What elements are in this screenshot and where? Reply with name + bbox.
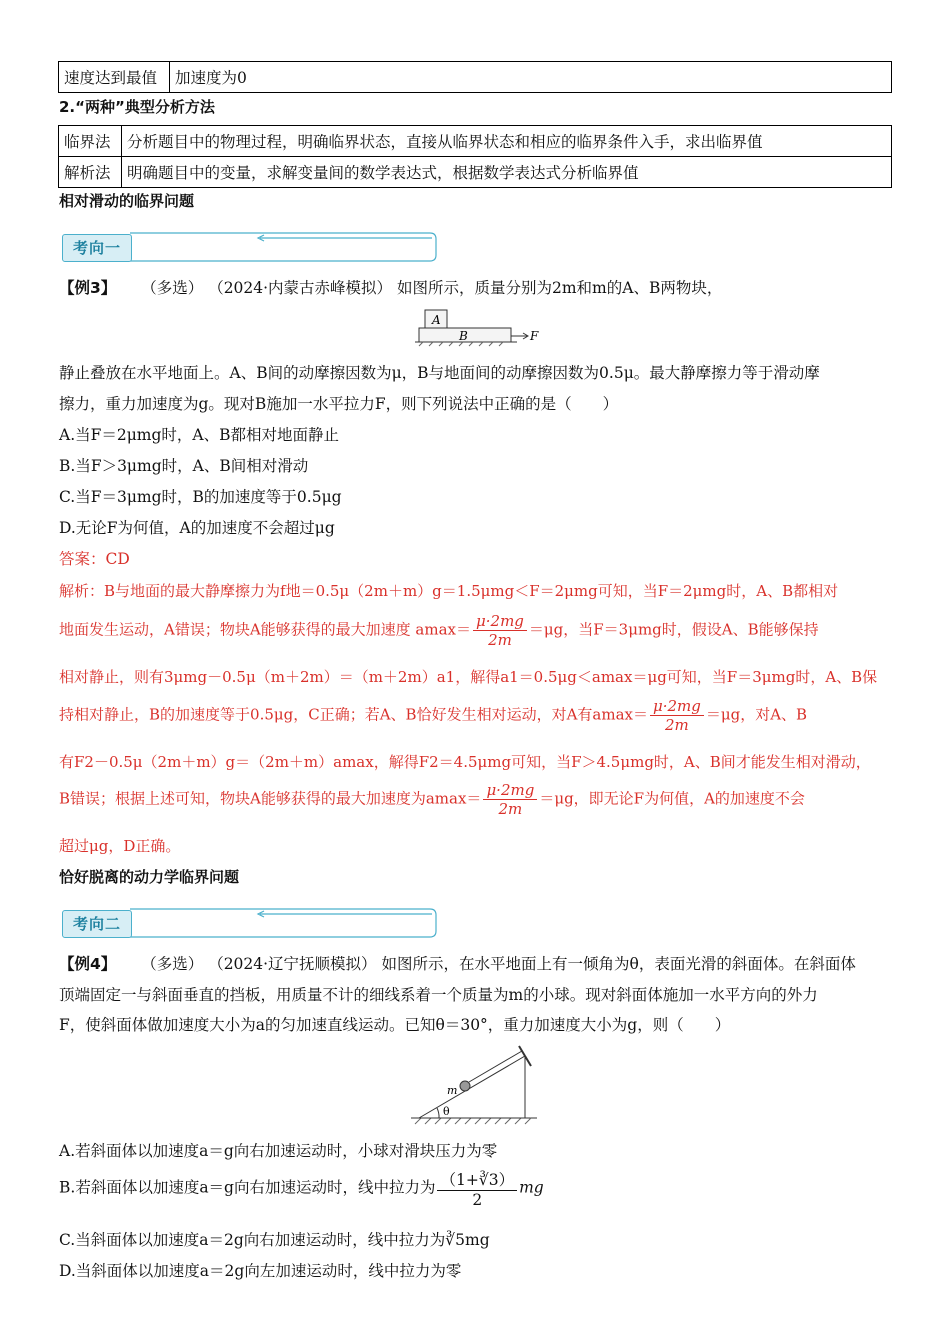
option-d: D.当斜面体以加速度a＝2g向左加速运动时，线中拉力为零 — [59, 1262, 462, 1280]
solution-text: 持相对静止，B的加速度等于0.5μg，C正确；若A、B恰好发生相对运动，对A有amax＝ — [59, 705, 648, 724]
table-cell: 解析法 — [59, 157, 122, 188]
option-a: A.若斜面体以加速度a＝g向右加速运动时，小球对滑块压力为零 — [59, 1142, 498, 1160]
table-cell: 加速度为0 — [170, 62, 892, 93]
section-banner — [60, 908, 437, 938]
section-title: 恰好脱离的动力学临界问题 — [59, 868, 240, 886]
angle-label: θ — [443, 1105, 450, 1118]
example-label: 【例4】 — [59, 955, 117, 973]
option-c: C.当F＝3μmg时，B的加速度等于0.5μg — [59, 488, 342, 506]
option-d: D.无论F为何值，A的加速度不会超过μg — [59, 519, 335, 537]
fraction — [437, 1168, 517, 1209]
solution-text: 地面发生运动，A错误；物块A能够获得的最大加速度 amax＝ — [59, 620, 472, 639]
block-b-label: B — [459, 329, 468, 343]
banner-label: 考向二 — [62, 910, 132, 938]
methods-table — [58, 125, 892, 188]
answer: 答案：CD — [59, 550, 130, 568]
source-tag: （2024·辽宁抚顺模拟） — [208, 955, 377, 973]
banner-label: 考向一 — [62, 234, 132, 262]
option-c: C.当斜面体以加速度a＝2g向右加速运动时，线中拉力为∛5mg — [59, 1231, 490, 1249]
section-title: 相对滑动的临界问题 — [59, 192, 195, 210]
fraction-numerator: μ·2mg — [483, 781, 537, 800]
question-text: 顶端固定一与斜面垂直的挡板，用质量不计的细线系着一个质量为m的小球。现对斜面体施加一水平方向的外力 — [59, 986, 818, 1004]
solution-text: ＝μg，即无论F为何值，A的加速度不会 — [539, 789, 805, 808]
fraction — [650, 697, 704, 734]
solution-line — [59, 781, 805, 818]
fraction-denominator: 2m — [488, 631, 512, 649]
option-text: B.若斜面体以加速度a＝g向右加速运动时，线中拉力为 — [59, 1178, 436, 1197]
block-a-label: A — [432, 313, 441, 327]
fraction-numerator: （1+∛3） — [437, 1168, 517, 1191]
multi-choice-tag: （多选） — [141, 279, 204, 297]
solution-text: B错误；根据上述可知，物块A能够获得的最大加速度为amax＝ — [59, 789, 482, 808]
mass-label: m — [447, 1084, 458, 1097]
fraction-denominator: 2m — [498, 800, 523, 818]
option-b — [59, 1168, 544, 1209]
fraction-denominator: 2 — [472, 1191, 483, 1209]
methods-heading: 2.“两种”典型分析方法 — [59, 98, 215, 116]
question-intro: 如图所示，质量分别为2m和m的A、B两物块， — [397, 279, 723, 297]
section-banner — [60, 232, 437, 262]
table-cell: 临界法 — [59, 126, 122, 157]
solution-line: 解析：B与地面的最大静摩擦力为f地＝0.5μ（2m＋m）g＝1.5μmg＜F＝2μmg可知，当F＝2μmg时，A、B都相对 — [59, 582, 839, 600]
example-3-header — [59, 276, 722, 298]
incline-figure — [405, 1040, 545, 1130]
solution-line: 超过μg，D正确。 — [59, 837, 181, 855]
option-text: mg — [519, 1178, 544, 1197]
question-text: 擦力，重力加速度为g。现对B施加一水平拉力F，则下列说法中正确的是（ ） — [59, 395, 619, 413]
question-intro: 如图所示，在水平地面上有一倾角为θ，表面光滑的斜面体。在斜面体 — [381, 955, 856, 973]
example-4-header — [59, 952, 856, 974]
blocks-figure — [415, 306, 545, 348]
option-a: A.当F＝2μmg时，A、B都相对地面静止 — [59, 426, 340, 444]
question-text: F，使斜面体做加速度大小为a的匀加速直线运动。已知θ＝30°，重力加速度大小为g，则（ ） — [59, 1016, 731, 1034]
source-tag: （2024·内蒙古赤峰模拟） — [208, 279, 393, 297]
question-text: 静止叠放在水平地面上。A、B间的动摩擦因数为μ，B与地面间的动摩擦因数为0.5μ。最大静摩擦力等于滑动摩 — [59, 364, 820, 382]
option-b: B.当F＞3μmg时，A、B间相对滑动 — [59, 457, 309, 475]
solution-text: ＝μg，当F＝3μmg时，假设A、B能够保持 — [528, 620, 819, 639]
solution-line: 相对静止，则有3μmg－0.5μ（m＋2m）＝（m＋2m）a1，解得a1＝0.5μg＜amax＝μg可知，当F＝3μmg时，A、B保 — [59, 668, 878, 686]
force-label: F — [530, 329, 539, 343]
multi-choice-tag: （多选） — [141, 955, 204, 973]
solution-line: 有F2－0.5μ（2m＋m）g＝（2m＋m）amax，解得F2＝4.5μmg可知，当F＞4.5μmg时，A、B间才能发生相对滑动， — [59, 753, 871, 771]
fraction-numerator: μ·2mg — [650, 697, 704, 716]
top-table — [58, 61, 892, 93]
fraction-numerator: μ·2mg — [473, 612, 527, 631]
solution-line — [59, 697, 807, 734]
table-cell: 分析题目中的物理过程，明确临界状态，直接从临界状态和相应的临界条件入手，求出临界值 — [122, 126, 892, 157]
fraction-denominator: 2m — [665, 716, 689, 734]
solution-line — [59, 612, 819, 649]
example-label: 【例3】 — [59, 279, 117, 297]
fraction — [483, 781, 537, 818]
fraction — [473, 612, 527, 649]
solution-text: ＝μg，对A、B — [705, 705, 808, 724]
table-cell: 速度达到最值 — [59, 62, 170, 93]
table-cell: 明确题目中的变量，求解变量间的数学表达式，根据数学表达式分析临界值 — [122, 157, 892, 188]
